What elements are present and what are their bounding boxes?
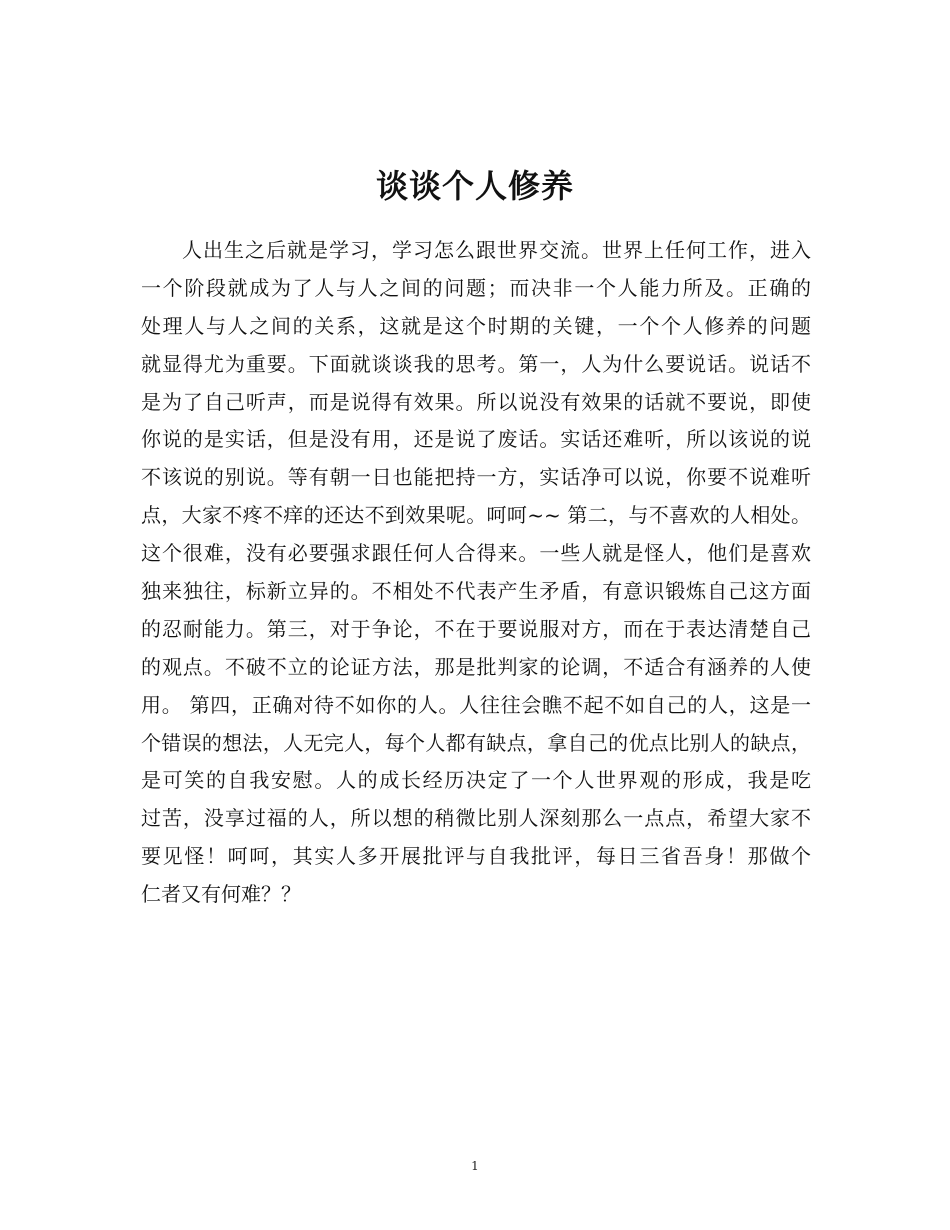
text-line: 的忍耐能力。第三，对于争论，不在于要说服对方，而在于表达清楚自己: [141, 616, 811, 641]
text-line: 仁者又有何难？？: [141, 882, 301, 907]
text-line: 一个阶段就成为了人与人之间的问题；而决非一个人能力所及。正确的: [141, 275, 811, 300]
text-line: 独来独往，标新立异的。不相处不代表产生矛盾，有意识锻炼自己这方面: [141, 579, 811, 604]
body-paragraph: [141, 232, 811, 914]
text-line: 个错误的想法，人无完人，每个人都有缺点，拿自己的优点比别人的缺点，: [141, 730, 811, 755]
text-line: 这个很难，没有必要强求跟任何人合得来。一些人就是怪人，他们是喜欢: [141, 541, 811, 566]
text-line: 人出生之后就是学习，学习怎么跟世界交流。世界上任何工作，进入: [182, 238, 811, 262]
text-line: 是可笑的自我安慰。人的成长经历决定了一个人世界观的形成，我是吃: [141, 768, 811, 793]
text-line: 用。 第四，正确对待不如你的人。人往往会瞧不起不如自己的人，这是一: [141, 692, 811, 717]
text-line: 要见怪！呵呵，其实人多开展批评与自我批评，每日三省吾身！那做个: [141, 844, 811, 869]
page-number: 1: [471, 1159, 479, 1173]
text-line: 是为了自己听声，而是说得有效果。所以说没有效果的话就不要说，即使: [141, 389, 811, 414]
text-line: 你说的是实话，但是没有用，还是说了废话。实话还难听，所以该说的说: [141, 427, 811, 452]
text-line: 点，大家不疼不痒的还达不到效果呢。呵呵~~ 第二，与不喜欢的人相处。: [141, 503, 811, 528]
text-line: 处理人与人之间的关系，这就是这个时期的关键，一个个人修养的问题: [141, 313, 811, 338]
text-line: 就显得尤为重要。下面就谈谈我的思考。第一，人为什么要说话。说话不: [141, 351, 811, 376]
text-line: 的观点。不破不立的论证方法，那是批判家的论调，不适合有涵养的人使: [141, 654, 811, 679]
document-title: 谈谈个人修养: [375, 167, 574, 205]
text-line: 不该说的别说。等有朝一日也能把持一方，实话净可以说，你要不说难听: [141, 465, 811, 490]
text-line: 过苦，没享过福的人，所以想的稍微比别人深刻那么一点点，希望大家不: [141, 806, 811, 831]
